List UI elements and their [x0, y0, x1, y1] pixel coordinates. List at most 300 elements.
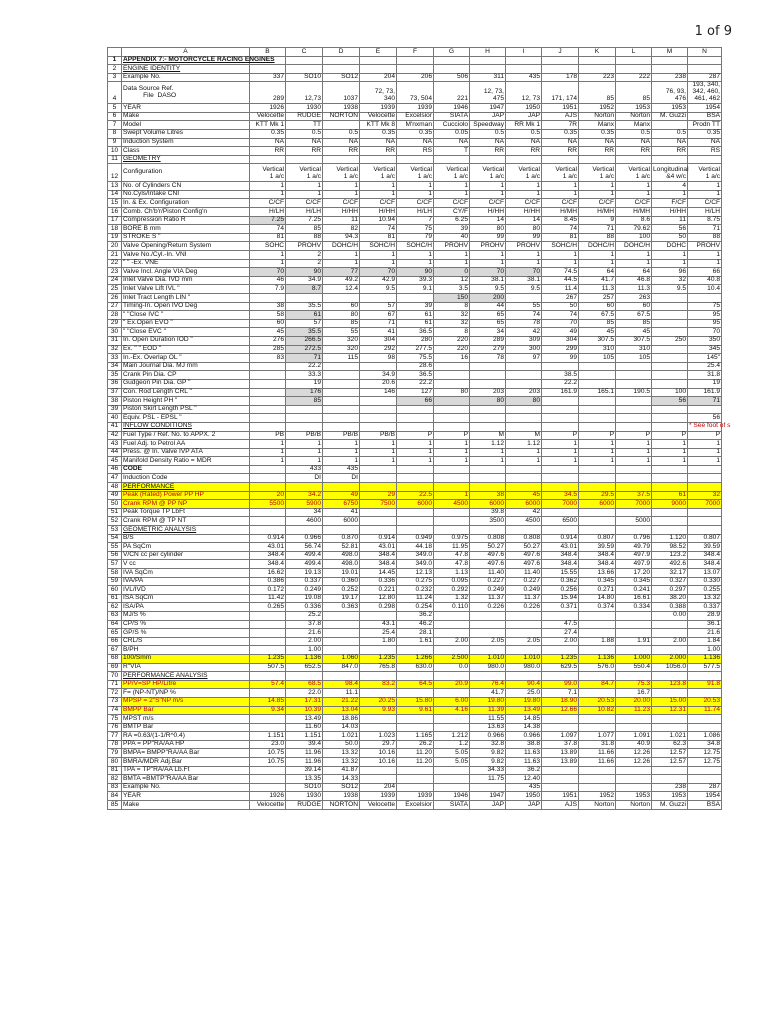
table-row: [108, 534, 722, 543]
cell-m: 38.20: [652, 594, 688, 603]
cell-e: Velocette: [360, 112, 397, 121]
cell-n: [688, 723, 722, 732]
cell-b: 16.62: [250, 569, 286, 578]
row-number: 15: [108, 199, 122, 208]
cell-b: 1: [250, 251, 286, 260]
cell-i: RR Mk 1: [506, 121, 542, 130]
cell-c: 4600: [286, 517, 323, 526]
cell-e: 146: [360, 388, 397, 397]
cell-f: Vertical 1 a/c: [397, 164, 434, 182]
cell-n: [688, 775, 722, 784]
cell-m: 98.52: [652, 543, 688, 552]
table-row: [108, 775, 722, 784]
cell-m: [652, 517, 688, 526]
cell-m: 1.021: [652, 732, 688, 741]
cell-d: DI: [323, 474, 360, 483]
cell-l: 307.5: [616, 336, 652, 345]
cell-e: [360, 715, 397, 724]
table-row: [108, 603, 722, 612]
cell-l: 1: [616, 457, 652, 466]
cell-g: [434, 620, 470, 629]
cell-e: 43.01: [360, 543, 397, 552]
cell-f: [397, 294, 434, 303]
cell-m: DOHC: [652, 242, 688, 251]
cell-h: 38: [470, 491, 506, 500]
table-row: [108, 397, 722, 406]
cell-n: 40.8: [688, 276, 722, 285]
cell-c: 68.5: [286, 680, 323, 689]
cell-f: RS: [397, 147, 434, 156]
cell-f: [397, 414, 434, 423]
row-number: 60: [108, 586, 122, 595]
cell-e: 204: [360, 783, 397, 792]
cell-c: TT: [286, 121, 323, 130]
table-row: [108, 73, 722, 82]
cell-h: RR: [470, 147, 506, 156]
cell-f: 36.5: [397, 371, 434, 380]
cell-b: C/CF: [250, 199, 286, 208]
cell-b: 10.75: [250, 758, 286, 767]
column-header-n: N: [688, 48, 722, 57]
cell-m: 1: [652, 259, 688, 268]
cell-f: 0.35: [397, 129, 434, 138]
cell-d: [323, 414, 360, 423]
cell-k: 67.5: [579, 311, 616, 320]
cell-j: P: [542, 431, 579, 440]
cell-d: [323, 371, 360, 380]
cell-g: 47.8: [434, 551, 470, 560]
cell-c: 0.5: [286, 129, 323, 138]
cell-g: [434, 379, 470, 388]
cell-k: 1: [579, 251, 616, 260]
cell-l: 310: [616, 345, 652, 354]
cell-d: 11.1: [323, 689, 360, 698]
cell-e: 0.336: [360, 577, 397, 586]
cell-f: 11.20: [397, 749, 434, 758]
cell-c: 56.74: [286, 543, 323, 552]
cell-h: 980.0: [470, 663, 506, 672]
row-number: 17: [108, 216, 122, 225]
cell-e: 304: [360, 336, 397, 345]
cell-i: [506, 620, 542, 629]
cell-f: 22.2: [397, 379, 434, 388]
cell-g: 5.05: [434, 758, 470, 767]
cell-l: [616, 379, 652, 388]
row-number: 14: [108, 190, 122, 199]
row-label: No.Cyls/Intake CNI: [122, 190, 250, 199]
row-label: V/CN cc per cylinder: [122, 551, 250, 560]
cell-g: PROHV: [434, 242, 470, 251]
cell-f: [397, 474, 434, 483]
table-row: [108, 689, 722, 698]
cell-e: [360, 483, 397, 492]
cell-j: 1.097: [542, 732, 579, 741]
cell-c: 1930: [286, 104, 323, 113]
cell-n: 0.255: [688, 586, 722, 595]
cell-m: [652, 620, 688, 629]
cell-l: 0.241: [616, 586, 652, 595]
cell-f: 73, 504: [397, 82, 434, 104]
cell-d: 19.17: [323, 594, 360, 603]
cell-k: [579, 397, 616, 406]
cell-h: 0.808: [470, 534, 506, 543]
table-row: [108, 155, 722, 164]
cell-j: 12.66: [542, 706, 579, 715]
cell-c: 652.5: [286, 663, 323, 672]
row-number: 30: [108, 328, 122, 337]
cell-i: 1.12: [506, 440, 542, 449]
cell-g: 1: [434, 251, 470, 260]
cell-b: PB: [250, 431, 286, 440]
cell-k: 105: [579, 354, 616, 363]
row-label: BORE B mm: [122, 225, 250, 234]
row-label: In. Open Duration IOD ": [122, 336, 250, 345]
cell-j: 1: [542, 251, 579, 260]
cell-c: 1: [286, 190, 323, 199]
column-header-f: F: [397, 48, 434, 57]
cell-l: 1.91: [616, 637, 652, 646]
cell-h: JAP: [470, 801, 506, 810]
column-header-a: A: [122, 48, 250, 57]
cell-c: 1: [286, 448, 323, 457]
table-row: [108, 65, 722, 74]
cell-l: [616, 155, 652, 164]
column-header-g: G: [434, 48, 470, 57]
table-row: [108, 526, 722, 535]
row-number: 63: [108, 611, 122, 620]
cell-c: 1.00: [286, 646, 323, 655]
row-label: YEAR: [122, 792, 250, 801]
cell-k: 60: [579, 302, 616, 311]
cell-l: [616, 508, 652, 517]
cell-i: [506, 483, 542, 492]
cell-k: 13.66: [579, 569, 616, 578]
table-row: [108, 328, 722, 337]
cell-d: [323, 637, 360, 646]
cell-n: 25.4: [688, 362, 722, 371]
table-row: [108, 620, 722, 629]
cell-e: [360, 65, 397, 74]
cell-l: 85: [616, 319, 652, 328]
cell-h: 1: [470, 182, 506, 191]
cell-b: 337: [250, 73, 286, 82]
cell-h: 1.12: [470, 440, 506, 449]
row-label: Equiv. PSL - EPSL ": [122, 414, 250, 423]
cell-n: 1: [688, 259, 722, 268]
cell-j: 44.5: [542, 276, 579, 285]
cell-d: 6000: [323, 517, 360, 526]
cell-l: 20.00: [616, 697, 652, 706]
cell-e: 43.1: [360, 620, 397, 629]
cell-f: [397, 766, 434, 775]
cell-g: P: [434, 431, 470, 440]
cell-g: 506: [434, 73, 470, 82]
cell-e: RR: [360, 147, 397, 156]
cell-g: T: [434, 147, 470, 156]
cell-m: 0.297: [652, 586, 688, 595]
cell-d: 41: [323, 508, 360, 517]
cell-i: 9.5: [506, 285, 542, 294]
cell-e: 0.221: [360, 586, 397, 595]
cell-i: 42: [506, 328, 542, 337]
cell-i: 25.0: [506, 689, 542, 698]
cell-n: 348.4: [688, 551, 722, 560]
cell-l: 11.23: [616, 706, 652, 715]
cell-i: 1950: [506, 792, 542, 801]
cell-l: 190.5: [616, 388, 652, 397]
cell-k: [579, 766, 616, 775]
cell-i: 14.38: [506, 723, 542, 732]
cell-f: [397, 65, 434, 74]
cell-m: 1: [652, 190, 688, 199]
cell-g: 0.095: [434, 577, 470, 586]
cell-m: 1953: [652, 792, 688, 801]
column-header-h: H: [470, 48, 506, 57]
cell-n: BSA: [688, 112, 722, 121]
cell-e: 1: [360, 457, 397, 466]
cell-e: [360, 474, 397, 483]
cell-j: 348.4: [542, 551, 579, 560]
cell-f: 1.61: [397, 637, 434, 646]
cell-l: 550.4: [616, 663, 652, 672]
cell-n: 0.807: [688, 534, 722, 543]
row-label: CRL/S: [122, 637, 250, 646]
cell-f: 61: [397, 319, 434, 328]
cell-k: 11.66: [579, 749, 616, 758]
cell-j: [542, 611, 579, 620]
cell-d: [323, 397, 360, 406]
cell-h: 203: [470, 388, 506, 397]
cell-k: 85: [579, 82, 616, 104]
cell-f: [397, 465, 434, 474]
cell-k: C/CF: [579, 199, 616, 208]
cell-e: 1: [360, 182, 397, 191]
cell-c: 35.5: [286, 302, 323, 311]
row-label: Inlet Valve Dia. IVD mm: [122, 276, 250, 285]
row-number: 54: [108, 534, 122, 543]
cell-h: [470, 155, 506, 164]
cell-d: 85: [323, 319, 360, 328]
cell-e: 1939: [360, 104, 397, 113]
cell-d: 1: [323, 190, 360, 199]
cell-j: 1: [542, 182, 579, 191]
cell-e: [360, 414, 397, 423]
cell-e: 20.25: [360, 697, 397, 706]
cell-k: 11.66: [579, 758, 616, 767]
cell-f: [397, 526, 434, 535]
cell-b: 1926: [250, 792, 286, 801]
cell-m: 2.00: [652, 637, 688, 646]
cell-m: 12.57: [652, 758, 688, 767]
cell-j: [542, 672, 579, 681]
cell-d: 6750: [323, 500, 360, 509]
cell-i: 980.0: [506, 663, 542, 672]
cell-m: 0.388: [652, 603, 688, 612]
cell-e: 10.16: [360, 749, 397, 758]
row-number: 84: [108, 792, 122, 801]
cell-m: 4: [652, 182, 688, 191]
cell-n: 161.9: [688, 388, 722, 397]
row-number: 65: [108, 629, 122, 638]
cell-j: 34.5: [542, 491, 579, 500]
cell-l: 1: [616, 440, 652, 449]
cell-d: 0.360: [323, 577, 360, 586]
table-row: [108, 276, 722, 285]
row-label: GEOMETRIC ANALYSIS: [122, 526, 250, 535]
cell-g: 3.5: [434, 285, 470, 294]
cell-d: 847.0: [323, 663, 360, 672]
column-header-b: B: [250, 48, 286, 57]
row-label: INFLOW CONDITIONS: [122, 422, 250, 431]
table-row: [108, 749, 722, 758]
cell-k: [579, 56, 616, 65]
cell-k: [579, 723, 616, 732]
cell-i: 1: [506, 457, 542, 466]
cell-h: 9.82: [470, 758, 506, 767]
table-row: [108, 508, 722, 517]
cell-c: 1: [286, 182, 323, 191]
cell-l: 45: [616, 328, 652, 337]
cell-k: 39.59: [579, 543, 616, 552]
cell-c: 1: [286, 440, 323, 449]
table-row: [108, 371, 722, 380]
row-label: Make: [122, 801, 250, 810]
cell-g: 39: [434, 225, 470, 234]
cell-h: [470, 465, 506, 474]
cell-l: 75.3: [616, 680, 652, 689]
cell-d: NORTON: [323, 112, 360, 121]
table-row: [108, 431, 722, 440]
cell-f: 12.13: [397, 569, 434, 578]
cell-m: [652, 672, 688, 681]
cell-i: 1: [506, 190, 542, 199]
cell-k: 85: [579, 319, 616, 328]
cell-d: RR: [323, 147, 360, 156]
cell-j: [542, 155, 579, 164]
row-label: Peak (Rated) Power PP HP: [122, 491, 250, 500]
cell-l: [616, 775, 652, 784]
cell-m: 11: [652, 216, 688, 225]
cell-c: 22.0: [286, 689, 323, 698]
row-label: B/S: [122, 534, 250, 543]
row-label: PP/V=SP HP/Litre: [122, 680, 250, 689]
cell-k: [579, 362, 616, 371]
cell-l: 5000: [616, 517, 652, 526]
cell-i: [506, 422, 542, 431]
cell-g: [434, 783, 470, 792]
cell-j: 0.914: [542, 534, 579, 543]
cell-c: 34: [286, 508, 323, 517]
cell-j: NA: [542, 138, 579, 147]
cell-k: 165.1: [579, 388, 616, 397]
row-number: 39: [108, 405, 122, 414]
table-row: [108, 147, 722, 156]
cell-k: 0.345: [579, 577, 616, 586]
cell-i: 497.6: [506, 551, 542, 560]
cell-h: 289: [470, 336, 506, 345]
cell-k: [579, 646, 616, 655]
cell-m: 62.3: [652, 740, 688, 749]
cell-m: 238: [652, 783, 688, 792]
cell-c: [286, 294, 323, 303]
cell-l: 1953: [616, 792, 652, 801]
row-number: 47: [108, 474, 122, 483]
cell-n: RS: [688, 147, 722, 156]
table-row: [108, 233, 722, 242]
row-number: 59: [108, 577, 122, 586]
row-label: PERFORMANCE: [122, 483, 250, 492]
row-label: IVA SqCm: [122, 569, 250, 578]
cell-f: [397, 775, 434, 784]
cell-m: [652, 414, 688, 423]
cell-g: [434, 422, 470, 431]
cell-k: H/MH: [579, 208, 616, 217]
cell-m: [652, 328, 688, 337]
table-row: [108, 500, 722, 509]
cell-e: 1: [360, 190, 397, 199]
cell-c: 11.96: [286, 758, 323, 767]
cell-g: 20.9: [434, 680, 470, 689]
cell-d: H/HH: [323, 208, 360, 217]
cell-h: 0.966: [470, 732, 506, 741]
cell-e: [360, 766, 397, 775]
cell-m: 32.17: [652, 569, 688, 578]
cell-k: 11.3: [579, 285, 616, 294]
cell-h: Speedway: [470, 121, 506, 130]
row-number: 20: [108, 242, 122, 251]
cell-c: 0.249: [286, 586, 323, 595]
row-label: IVA/PA: [122, 577, 250, 586]
row-label: Peak Torque TP LbFt: [122, 508, 250, 517]
row-label: Compression Ratio R: [122, 216, 250, 225]
row-number: 67: [108, 646, 122, 655]
row-number: 4: [108, 82, 122, 104]
cell-d: 60: [323, 302, 360, 311]
cell-m: 2.000: [652, 654, 688, 663]
cell-i: [506, 672, 542, 681]
cell-j: 0.256: [542, 586, 579, 595]
cell-f: 0.949: [397, 534, 434, 543]
cell-f: 28.1: [397, 629, 434, 638]
row-label: CP/S %: [122, 620, 250, 629]
cell-n: [688, 294, 722, 303]
cell-i: 0.227: [506, 577, 542, 586]
cell-j: [542, 483, 579, 492]
row-label: GEOMETRY: [122, 155, 250, 164]
cell-f: H/LH: [397, 208, 434, 217]
cell-i: [506, 646, 542, 655]
cell-f: [397, 672, 434, 681]
cell-j: 27.4: [542, 629, 579, 638]
cell-k: P: [579, 431, 616, 440]
cell-l: 1: [616, 182, 652, 191]
cell-l: 263: [616, 294, 652, 303]
cell-d: [323, 388, 360, 397]
cell-d: [323, 65, 360, 74]
row-label: Valve Opening/Return System: [122, 242, 250, 251]
table-row: [108, 611, 722, 620]
row-number: 1: [108, 56, 122, 65]
row-label: In.-Ex. Overlap OL ": [122, 354, 250, 363]
cell-n: Vertical 1 a/c: [688, 164, 722, 182]
cell-k: Vertical 1 a/c: [579, 164, 616, 182]
table-row: [108, 268, 722, 277]
cell-b: [250, 629, 286, 638]
cell-k: [579, 508, 616, 517]
cell-f: 7: [397, 216, 434, 225]
cell-k: 84.7: [579, 680, 616, 689]
cell-m: 100: [652, 388, 688, 397]
